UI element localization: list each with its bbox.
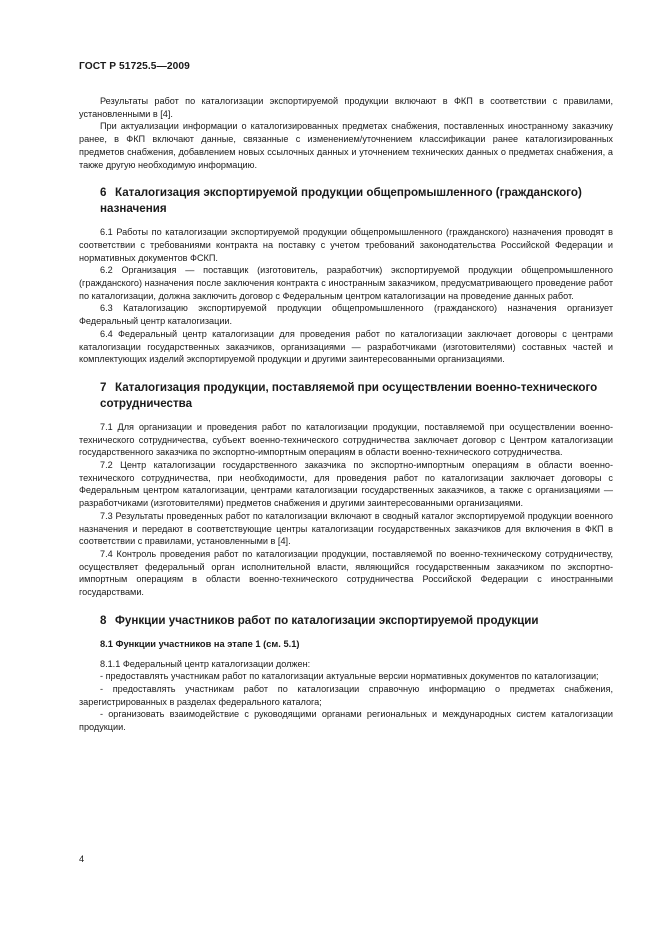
list-item: - предоставлять участникам работ по каталогизации справочную информацию о предметах снабжения, зарегистрированных в разделах федерального каталога; xyxy=(79,683,613,707)
section-heading-7: 7 Каталогизация продукции, поставляемой при осуществлении военно-технического сотрудничества xyxy=(100,380,598,410)
paragraph: 7.3 Результаты проведенных работ по каталогизации включают в сводный каталог экспортируемой продукции военного назначения и передают в соответствующие центры каталогизации государственных заказчиков для включения в ФКП в соответствии с правилами, установленными в [4]. xyxy=(79,510,613,547)
list-item: - организовать взаимодействие с руководящими органами региональных и международных систем каталогизации продукции. xyxy=(79,709,613,733)
paragraph: 7.4 Контроль проведения работ по каталогизации продукции, поставляемой по военно-техническому сотрудничеству, осуществляет федеральный орган исполнительной власти, являющийся государственным заказчиком по экспортно-импортным операциям в области военно-технического сотрудничества Российской Федерации с иностранными государствами. xyxy=(79,548,613,598)
paragraph: 6.1 Работы по каталогизации экспортируемой продукции общепромышленного (гражданского) назначения проводят в соответствии с требованиями контракта на поставку с учетом требований законодательства Российской Федерации и нормативных документов ФСКП. xyxy=(79,227,613,263)
paragraph: При актуализации информации о каталогизированных предметах снабжения, поставленных иностранному заказчику ранее, в ФКП включают данные, связанные с изменением/уточнением классификации ранее каталогизированных предметов снабжения, добавлением новых ссылочных данных и уточнением технических данных о предметах снабжения, а также другую необходимую информацию. xyxy=(79,121,613,170)
paragraph: Результаты работ по каталогизации экспортируемой продукции включают в ФКП в соответствии с правилами, установленными в [4]. xyxy=(79,96,613,119)
document-body xyxy=(79,95,613,734)
page-number: 4 xyxy=(79,854,85,864)
paragraph: 7.2 Центр каталогизации государственного заказчика по экспортно-импортным операциям в области военно-технического сотрудничества, при необходимости, для проведения работ по каталогизации заключает договоры с Федеральным центром каталогизации, центрами каталогизации государственных заказчиков, а также с организациями — разработчиками (изготовителями) предметов снабжения и другими заинтересованными организациями. xyxy=(79,460,613,509)
paragraph: 6.3 Каталогизацию экспортируемой продукции общепромышленного (гражданского) назначения организует Федеральный центр каталогизации. xyxy=(79,303,613,327)
subsection-heading: 8.1 Функции участников на этапе 1 (см. 5.1) xyxy=(100,638,300,649)
paragraph: 7.1 Для организации и проведения работ по каталогизации продукции, поставляемой при осуществлении военно-технического сотрудничества, субъект военно-технического сотрудничества заключает договор с Центром каталогизации государственного заказчика по экспортно-импортным операциям в области военно-технического сотрудничества. xyxy=(79,421,613,458)
list-item: - предоставлять участникам работ по каталогизации актуальные версии нормативных документов по каталогизации; xyxy=(100,671,599,682)
section-heading-8: 8 Функции участников работ по каталогизации экспортируемой продукции xyxy=(100,613,539,627)
paragraph: 8.1.1 Федеральный центр каталогизации должен: xyxy=(100,658,311,669)
document-header: ГОСТ Р 51725.5—2009 xyxy=(79,61,190,72)
section-heading-6: 6 Каталогизация экспортируемой продукции общепромышленного (гражданского) назначения xyxy=(100,186,582,216)
paragraph: 6.2 Организация — поставщик (изготовитель, разработчик) экспортируемой продукции общепромышленного (гражданского) назначения после заключения контракта с иностранным заказчиком, предусматривающего проведение работ по каталогизации, должна заключить договор с Федеральным центром каталогизации на проведение данных работ. xyxy=(79,265,613,301)
paragraph: 6.4 Федеральный центр каталогизации для проведения работ по каталогизации заключает договоры с центрами каталогизации государственных заказчиков, организациями — разработчиками (изготовителями) составных частей и комплектующих изделий экспортируемой продукции и другими заинтересованными организациями. xyxy=(79,328,613,365)
